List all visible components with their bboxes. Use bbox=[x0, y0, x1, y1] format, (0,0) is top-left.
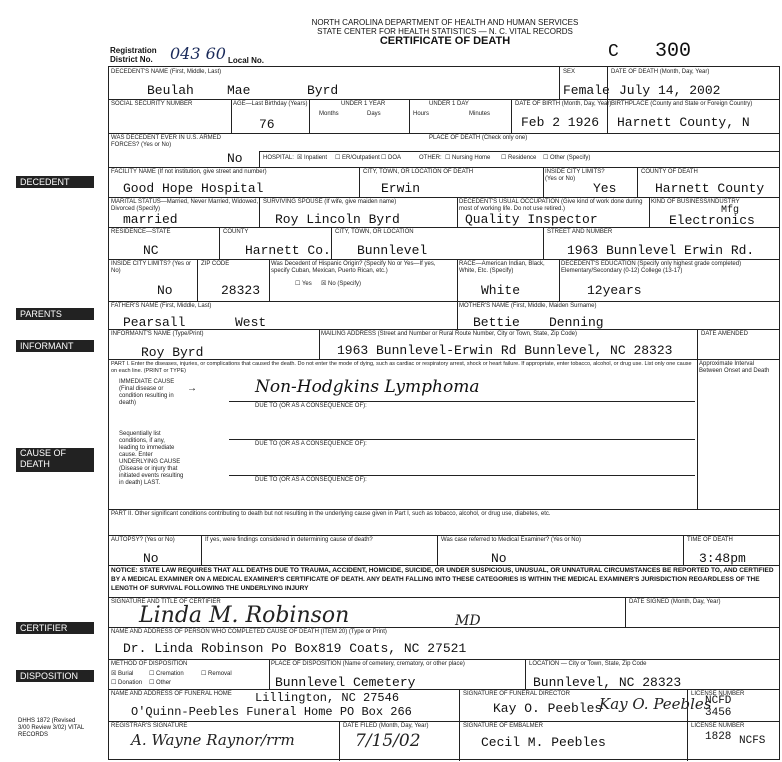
license-number-1: 3456 bbox=[705, 707, 732, 719]
spouse-label: SURVIVING SPOUSE (If wife, give maiden name) bbox=[263, 199, 397, 205]
days-label: Days bbox=[367, 111, 381, 117]
donation-option[interactable]: ☐ Donation bbox=[111, 680, 143, 686]
place-of-death-label: PLACE OF DEATH (Check only one) bbox=[429, 135, 528, 141]
time-of-death: 3:48pm bbox=[699, 551, 746, 566]
donation-label: Donation bbox=[118, 680, 143, 686]
hispanic-yes-label: Yes bbox=[301, 281, 312, 287]
months-label: Months bbox=[319, 111, 339, 117]
time-of-death-label: TIME OF DEATH bbox=[687, 537, 733, 543]
license-suffix-2: NCFS bbox=[739, 735, 766, 747]
informant-address-label: MAILING ADDRESS (Street and Number or Rural Route Number, City or Town, State, Zip Code) bbox=[321, 331, 577, 337]
armed-forces-label: WAS DECEDENT EVER IN U.S. ARMED FORCES? (Yes or No) bbox=[111, 135, 222, 148]
place-label: PLACE OF DISPOSITION (Name of cemetery, crematory, or other place) bbox=[271, 661, 465, 667]
side-label-parents: PARENTS bbox=[16, 308, 94, 320]
date-filed-label: DATE FILED (Month, Day, Year) bbox=[343, 723, 429, 729]
registrar-label: REGISTRAR'S SIGNATURE bbox=[111, 723, 188, 729]
date-of-death: July 14, 2002 bbox=[619, 83, 721, 98]
industry-label: KIND OF BUSINESS/INDUSTRY bbox=[651, 199, 740, 205]
ssn-label: SOCIAL SECURITY NUMBER bbox=[111, 101, 193, 107]
certificate-title: CERTIFICATE OF DEATH bbox=[379, 35, 511, 47]
local-no-label: Local No. bbox=[228, 56, 265, 65]
date-signed-label: DATE SIGNED (Month, Day, Year) bbox=[629, 599, 721, 605]
doa-label: DOA bbox=[388, 155, 402, 161]
education: 12years bbox=[587, 283, 642, 298]
mother-first-name: Bettie bbox=[473, 315, 520, 330]
completer-name-address: Dr. Linda Robinson Po Box819 Coats, NC 27521 bbox=[123, 641, 467, 656]
marital-label: MARITAL STATUS—Married, Never Married, Widowed, Divorced (Specify) bbox=[111, 199, 259, 212]
due-to-label-b: DUE TO (OR AS A CONSEQUENCE OF): bbox=[255, 441, 367, 447]
hispanic-no-label: No (Specify) bbox=[328, 281, 362, 287]
location-label: LOCATION — City or Town, State, Zip Code bbox=[529, 661, 647, 667]
race-label: RACE—American Indian, Black, White, Etc. (Specify) bbox=[459, 261, 545, 274]
age-label: AGE—Last Birthday (Years) bbox=[233, 101, 308, 107]
facility-label: FACILITY NAME (If not institution, give street and number) bbox=[111, 169, 267, 175]
arrow-icon: → bbox=[187, 383, 197, 394]
zip-label: ZIP CODE bbox=[201, 261, 230, 267]
residence-city: Bunnlevel bbox=[357, 243, 428, 258]
side-label-informant: INFORMANT bbox=[16, 340, 94, 352]
birthplace-label: BIRTHPLACE (County and State or Foreign Country) bbox=[611, 101, 753, 107]
cremation-label: Cremation bbox=[156, 671, 184, 677]
interval-label: Approximate Interval Between Onset and Death bbox=[699, 361, 770, 374]
medical-examiner: No bbox=[491, 551, 507, 566]
hospital-label: HOSPITAL: bbox=[263, 155, 294, 161]
nursing-home-option[interactable]: ☐ Nursing Home bbox=[445, 155, 491, 161]
findings-label: If yes, were findings considered in determining cause of death? bbox=[205, 537, 373, 543]
autopsy: No bbox=[143, 551, 159, 566]
other-label: OTHER: bbox=[419, 155, 442, 161]
father-last-name: West bbox=[235, 315, 267, 330]
side-label-disposition: DISPOSITION bbox=[16, 670, 94, 682]
certificate-number: 300 bbox=[655, 40, 692, 63]
county-of-death: Harnett County bbox=[655, 181, 765, 196]
surviving-spouse: Roy Lincoln Byrd bbox=[275, 212, 400, 227]
side-label-cause: CAUSE OF DEATH bbox=[16, 448, 94, 472]
education-label: DECEDENT'S EDUCATION (Specify only highest grade completed) Elementary/Secondary (0-12) College (13-17) bbox=[561, 261, 742, 274]
hispanic-label: Was Decedent of Hispanic Origin? (Specify No or Yes—If yes, specify Cuban, Mexican, Puerto Rican, etc.) bbox=[271, 261, 436, 274]
occupation: Quality Inspector bbox=[465, 212, 598, 227]
form-id: DHHS 1872 (Revised 3/00 Review 3/02) VITAL RECORDS bbox=[18, 718, 85, 738]
res-county-label: COUNTY bbox=[223, 229, 249, 235]
facility-name: Good Hope Hospital bbox=[123, 181, 264, 196]
decedent-middle-name: Mae bbox=[227, 83, 251, 98]
er-option[interactable]: ☐ ER/Outpatient bbox=[335, 155, 380, 161]
name-label: DECEDENT'S NAME (First, Middle, Last) bbox=[111, 69, 222, 75]
under-one-year-label: UNDER 1 YEAR bbox=[341, 101, 386, 107]
father-label: FATHER'S NAME (First, Middle, Last) bbox=[111, 303, 212, 309]
license-label-2: LICENSE NUMBER bbox=[691, 723, 745, 729]
nursing-home-label: Nursing Home bbox=[452, 155, 491, 161]
funeral-home-name: O'Quinn-Peebles Funeral Home PO Box 266 bbox=[131, 705, 412, 719]
residence-county: Harnett Co. bbox=[245, 243, 331, 258]
embalmer-label: SIGNATURE OF EMBALMER bbox=[463, 723, 543, 729]
decedent-first-name: Beulah bbox=[147, 83, 194, 98]
certifier-signature-label: SIGNATURE AND TITLE OF CERTIFIER bbox=[111, 599, 221, 605]
inside-limits-label: INSIDE CITY LIMITS? (Yes or No) bbox=[545, 169, 605, 182]
residence-option-label: Residence bbox=[508, 155, 537, 161]
certifier-title: MD bbox=[455, 613, 481, 629]
immediate-cause: Non-Hodgkins Lymphoma bbox=[255, 377, 480, 397]
decedent-age: 76 bbox=[259, 117, 275, 132]
occupation-label: DECEDENT'S USUAL OCCUPATION (Give kind of work done during most of working life. Do not use retired.) bbox=[459, 199, 643, 212]
legal-notice: NOTICE: STATE LAW REQUIRES THAT ALL DEATHS DUE TO TRAUMA, ACCIDENT, HOMICIDE, SUICIDE, OR UNDER SUSPICIOUS, UNUSUAL, OR UNNATURAL CIRCUMSTANCES BE REPORTED TO, AND CERTIFIED BY A MEDICAL EXAMINER ON A MEDICAL EXAMINER'S CERTIFICATE OF DEATH. ANY DEATH FALLING INTO THESE CATEGORIES IS WITHIN THE MEDICAL EXAMINER'S JURISDICTION REGARDLESS OF THE LENGTH OF SURVIVAL FOLLOWING THE UNDERLYING INJURY bbox=[111, 567, 774, 592]
mother-label: MOTHER'S NAME (First, Middle, Maiden Surname) bbox=[459, 303, 597, 309]
minutes-label: Minutes bbox=[469, 111, 491, 117]
registration-number: 043 60 bbox=[170, 44, 226, 63]
industry: Electronics bbox=[669, 213, 755, 228]
method-label: METHOD OF DISPOSITION bbox=[111, 661, 188, 667]
decedent-last-name: Byrd bbox=[307, 83, 339, 98]
inside-res-label: INSIDE CITY LIMITS? (Yes or No) bbox=[111, 261, 192, 274]
side-label-certifier: CERTIFIER bbox=[16, 622, 94, 634]
county-label: COUNTY OF DEATH bbox=[641, 169, 698, 175]
side-label-decedent: DECEDENT bbox=[16, 176, 94, 188]
other-specify-label: Other (Specify) bbox=[550, 155, 591, 161]
place-of-disposition: Bunnlevel Cemetery bbox=[275, 675, 416, 690]
inpatient-label: Inpatient bbox=[304, 155, 328, 161]
city-label: CITY, TOWN, OR LOCATION OF DEATH bbox=[363, 169, 474, 175]
hours-label: Hours bbox=[413, 111, 430, 117]
me-label: Was case referred to Medical Examiner? (Yes or No) bbox=[441, 537, 581, 543]
due-to-label-a: DUE TO (OR AS A CONSEQUENCE OF): bbox=[255, 403, 367, 409]
sequential-label: Sequentially list conditions, if any, leading to immediate cause. Enter UNDERLYING CAUSE (Disease or injury that initiated events resulting in death) LAST. bbox=[119, 431, 184, 486]
inside-city-limits: Yes bbox=[593, 181, 617, 196]
dob-label: DATE OF BIRTH (Month, Day, Year) bbox=[515, 101, 612, 107]
marital-status: married bbox=[123, 212, 178, 227]
mother-last-name: Denning bbox=[549, 315, 604, 330]
residence-state: NC bbox=[143, 243, 159, 258]
funeral-director-signature: Kay O. Peebles bbox=[599, 695, 712, 713]
center-name: STATE CENTER FOR HEALTH STATISTICS — N. C. VITAL RECORDS bbox=[317, 27, 573, 36]
other-disposition-label: Other bbox=[156, 680, 172, 686]
funeral-home-label: NAME AND ADDRESS OF FUNERAL HOME bbox=[111, 691, 232, 697]
removal-option[interactable]: ☐ Removal bbox=[201, 671, 232, 677]
decedent-sex: Female bbox=[563, 83, 610, 98]
due-to-label-c: DUE TO (OR AS A CONSEQUENCE OF): bbox=[255, 477, 367, 483]
funeral-director-name: Kay O. Peebles bbox=[493, 701, 603, 716]
agency-name: NORTH CAROLINA DEPARTMENT OF HEALTH AND HUMAN SERVICES bbox=[311, 18, 579, 27]
part-one-instructions: PART I. Enter the diseases, injuries, or complications that caused the death. Do not enter the mode of dying, such as cardiac or respiratory arrest, shock or heart failure. If appropriate, enter tobacco, alcohol, or drug use. List only one cause on each line. (PRINT or TYPE) bbox=[111, 361, 692, 374]
under-one-day-label: UNDER 1 DAY bbox=[429, 101, 469, 107]
residence-street: 1963 Bunnlevel Erwin Rd. bbox=[567, 243, 755, 258]
date-filed: 7/15/02 bbox=[355, 731, 421, 751]
armed-forces: No bbox=[227, 151, 243, 166]
removal-label: Removal bbox=[208, 671, 232, 677]
immediate-cause-label: IMMEDIATE CAUSE (Final disease or condition resulting in death) bbox=[119, 379, 175, 406]
inpatient-option[interactable]: ☒ Inpatient bbox=[297, 155, 328, 161]
street-label: STREET AND NUMBER bbox=[547, 229, 613, 235]
disposition-location: Bunnlevel, NC 28323 bbox=[533, 675, 682, 690]
date-of-birth: Feb 2 1926 bbox=[521, 115, 600, 130]
residence-option[interactable]: ☐ Residence bbox=[501, 155, 537, 161]
residence-inside-limits: No bbox=[157, 283, 173, 298]
autopsy-label: AUTOPSY? (Yes or No) bbox=[111, 537, 175, 543]
certificate-form bbox=[108, 66, 780, 760]
res-state-label: RESIDENCE—STATE bbox=[111, 229, 171, 235]
er-label: ER/Outpatient bbox=[342, 155, 380, 161]
license-prefix-1: NCFD bbox=[705, 695, 732, 707]
dod-label: DATE OF DEATH (Month, Day, Year) bbox=[611, 69, 710, 75]
other-specify-option[interactable]: ☐ Other (Specify) bbox=[543, 155, 591, 161]
license-number-2: 1828 bbox=[705, 731, 732, 743]
part-two-label: PART II. Other significant conditions contributing to death but not resulting in the underlying cause given in Part I, such as tobacco, alcohol, or drug use, diabetes, etc. bbox=[111, 511, 551, 517]
burial-label: Burial bbox=[118, 671, 134, 677]
director-label: SIGNATURE OF FUNERAL DIRECTOR bbox=[463, 691, 570, 697]
other-disposition-option[interactable]: ☐ Other bbox=[149, 680, 172, 686]
residence-zip: 28323 bbox=[221, 283, 261, 298]
funeral-home-city: Lillington, NC 27546 bbox=[255, 691, 400, 705]
father-first-name: Pearsall bbox=[123, 315, 186, 330]
race: White bbox=[481, 283, 521, 298]
embalmer-name: Cecil M. Peebles bbox=[481, 735, 606, 750]
city-of-death: Erwin bbox=[381, 181, 421, 196]
burial-option[interactable]: ☒ Burial bbox=[111, 671, 134, 677]
certifier-signature: Linda M. Robinson bbox=[139, 603, 350, 628]
res-city-label: CITY, TOWN, OR LOCATION bbox=[335, 229, 414, 235]
informant-name: Roy Byrd bbox=[141, 345, 204, 360]
hispanic-no-option[interactable]: ☒ No (Specify) bbox=[321, 281, 362, 287]
date-amended-label: DATE AMENDED bbox=[701, 331, 748, 337]
registrar-signature: A. Wayne Raynor/rrm bbox=[131, 731, 295, 749]
corner-mark: C bbox=[608, 42, 619, 62]
sex-label: SEX bbox=[563, 69, 576, 75]
doa-option[interactable]: ☐ DOA bbox=[381, 155, 402, 161]
cremation-option[interactable]: ☐ Cremation bbox=[149, 671, 184, 677]
hispanic-yes-option[interactable]: ☐ Yes bbox=[295, 281, 312, 287]
registration-label: Registration District No. bbox=[110, 46, 157, 64]
informant-name-label: INFORMANT'S NAME (Type/Print) bbox=[111, 331, 204, 337]
birthplace: Harnett County, N bbox=[617, 115, 750, 130]
informant-address: 1963 Bunnlevel-Erwin Rd Bunnlevel, NC 28323 bbox=[337, 343, 673, 358]
completer-label: NAME AND ADDRESS OF PERSON WHO COMPLETED CAUSE OF DEATH (ITEM 20) (Type or Print) bbox=[111, 629, 387, 635]
license-label-1: LICENSE NUMBER bbox=[691, 691, 745, 697]
industry-top: Mfg bbox=[721, 205, 740, 216]
